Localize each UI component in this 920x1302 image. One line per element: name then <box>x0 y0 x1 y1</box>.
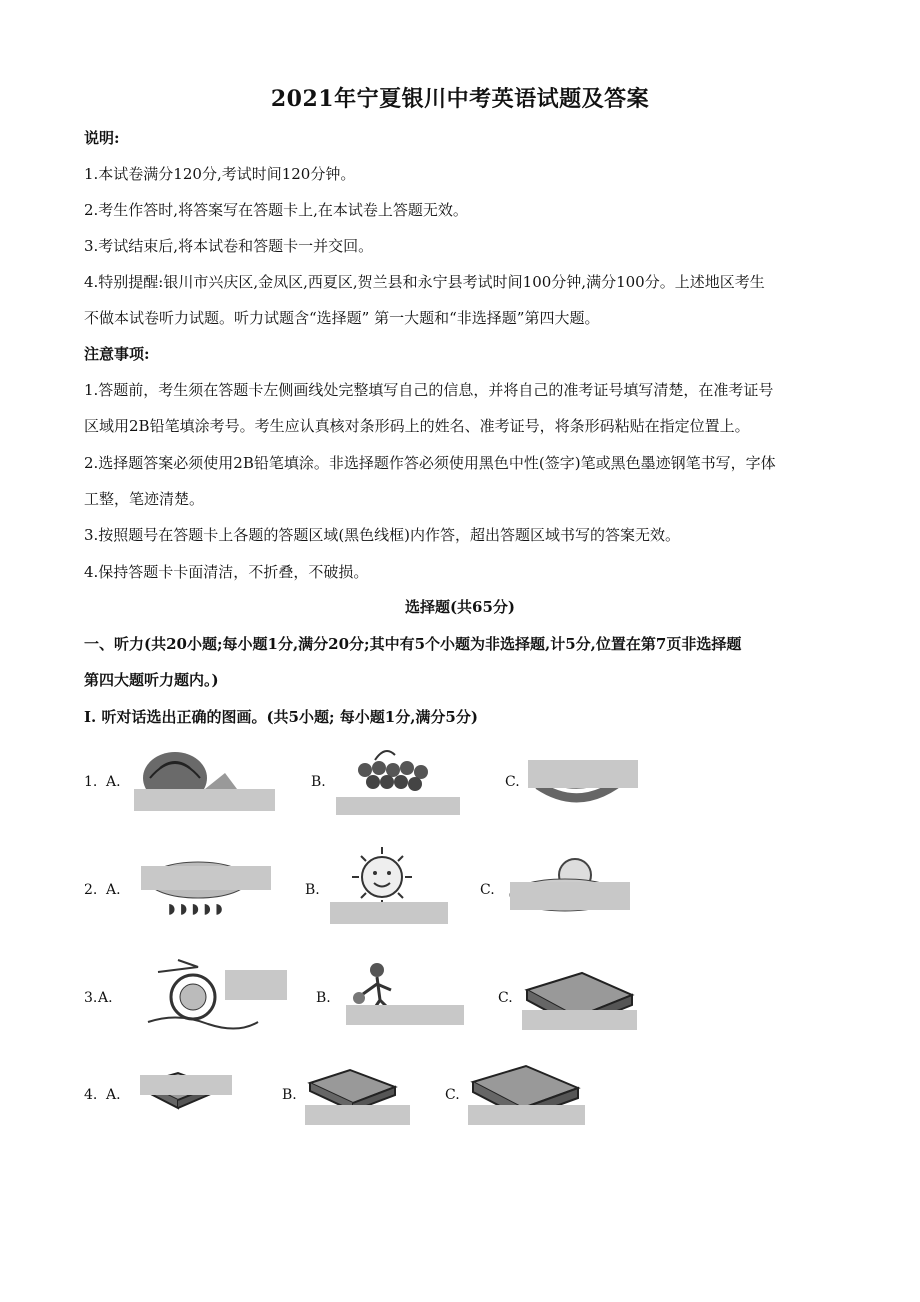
image-mask <box>141 866 271 890</box>
image-mask <box>336 797 460 815</box>
part1-heading: 一、听力(共20小题;每小题1分,满分20分;其中有5个小题为非选择题,计5分,位置在第7页非选择题 <box>84 635 742 653</box>
option-label: A. <box>98 990 113 1006</box>
note-line: 区域用2B铅笔填涂考号。考生应认真核对条形码上的姓名、准考证号，将条形码粘贴在指定位置上。 <box>84 417 750 435</box>
instruction-line: 1.本试卷满分120分,考试时间120分钟。 <box>84 165 356 183</box>
image-mask <box>346 1005 464 1025</box>
option-label: C. <box>480 882 495 898</box>
question-number: 2. <box>84 882 98 898</box>
instructions-heading: 说明: <box>84 129 120 147</box>
image-mask <box>510 882 630 910</box>
note-line: 4.保持答题卡卡面清洁，不折叠，不破损。 <box>84 563 369 581</box>
image-mask <box>528 760 638 788</box>
instruction-line: 4.特别提醒:银川市兴庆区,金凤区,西夏区,贺兰县和永宁县考试时间100分钟,满分100分。上述地区考生 <box>84 273 765 291</box>
image-mask <box>225 970 287 1000</box>
option-label: C. <box>505 774 520 790</box>
image-mask <box>134 789 275 811</box>
note-line: 1.答题前，考生须在答题卡左侧画线处完整填写自己的信息，并将自己的准考证号填写清楚，在准考证号 <box>84 381 774 399</box>
option-label: B. <box>311 774 326 790</box>
subsection-heading: I. 听对话选出正确的图画。(共5小题; 每小题1分,满分5分) <box>84 708 478 726</box>
question-number: 3. <box>84 990 98 1006</box>
page-title: 2021年宁夏银川中考英语试题及答案 <box>270 86 650 112</box>
option-label: A. <box>106 882 121 898</box>
section-title: 选择题(共65分) <box>404 598 516 616</box>
image-mask <box>140 1075 232 1095</box>
note-line: 3.按照题号在答题卡上各题的答题区域(黑色线框)内作答，超出答题区域书写的答案无效。 <box>84 526 681 544</box>
part1-heading-cont: 第四大题听力题内。) <box>84 671 219 689</box>
option-label: C. <box>498 990 513 1006</box>
option-label: A. <box>106 774 121 790</box>
image-mask <box>522 1010 637 1030</box>
option-label: B. <box>305 882 320 898</box>
notes-heading: 注意事项: <box>84 345 150 363</box>
option-label: A. <box>106 1087 121 1103</box>
instruction-line: 3.考试结束后,将本试卷和答题卡一并交回。 <box>84 237 374 255</box>
image-mask <box>468 1105 585 1125</box>
instruction-line: 2.考生作答时,将答案写在答题卡上,在本试卷上答题无效。 <box>84 201 468 219</box>
note-line: 2.选择题答案必须使用2B铅笔填涂。非选择题作答必须使用黑色中性(签字)笔或黑色墨迹钢笔书写，字体 <box>84 454 776 472</box>
option-label: B. <box>316 990 331 1006</box>
svg-text:◗ ◗ ◗ ◗ ◗: ◗ ◗ ◗ ◗ ◗ <box>168 901 223 917</box>
instruction-line: 不做本试卷听力试题。听力试题含“选择题” 第一大题和“非选择题”第四大题。 <box>84 309 600 327</box>
question-number: 1. <box>84 774 98 790</box>
note-line: 工整，笔迹清楚。 <box>84 490 205 508</box>
question-number: 4. <box>84 1087 98 1103</box>
option-label: B. <box>282 1087 297 1103</box>
image-mask <box>305 1105 410 1125</box>
image-mask <box>330 902 448 924</box>
option-label: C. <box>445 1087 460 1103</box>
